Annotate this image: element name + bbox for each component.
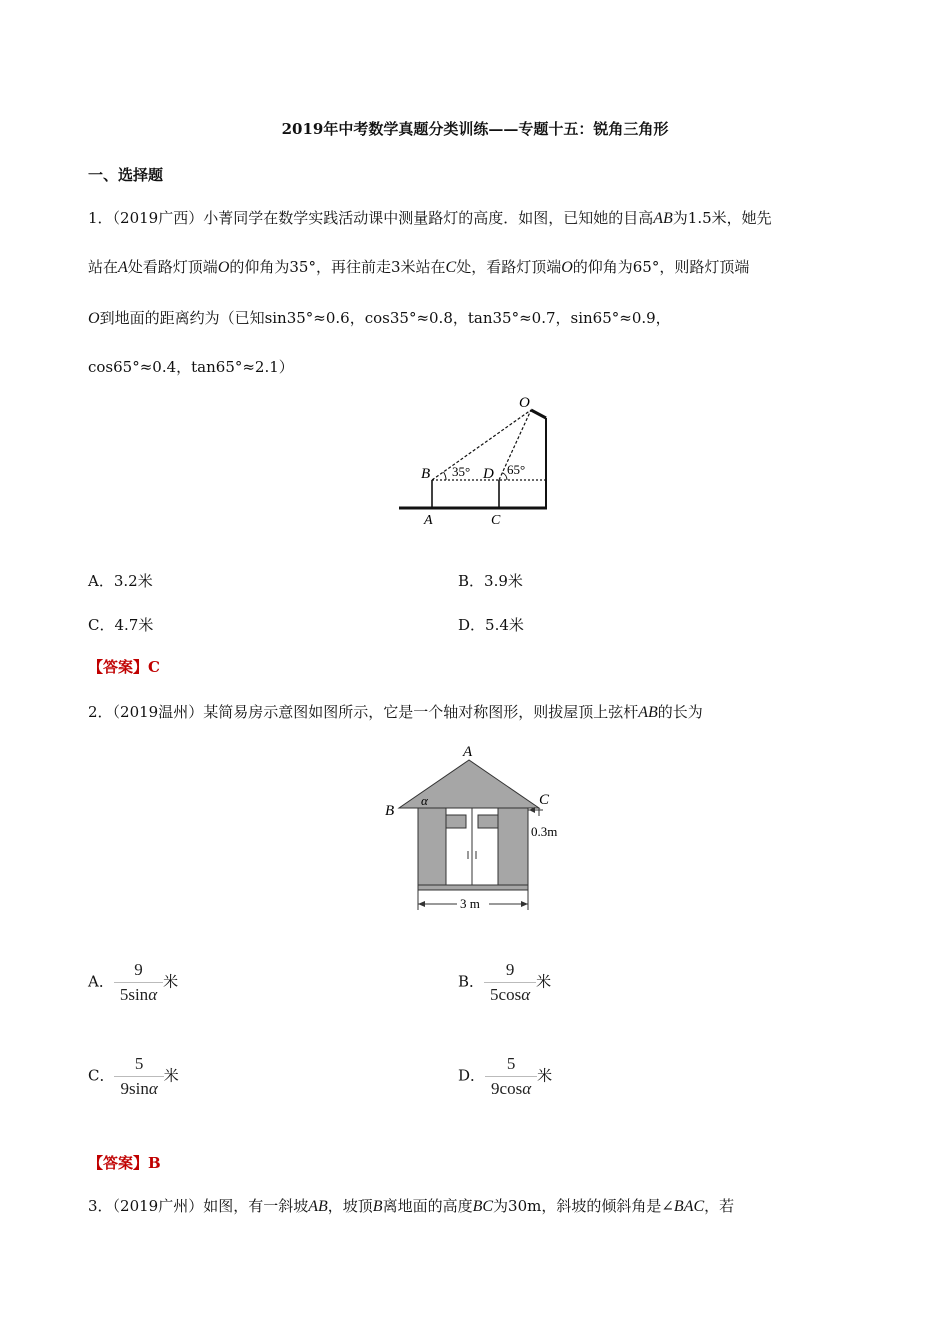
q1-option-a: A．3.2米 [88,572,153,590]
roof-triangle [399,760,539,808]
label-3m: 3 m [460,896,480,911]
q2-figure-house [383,738,573,918]
q1-line3: O到地面的距离约为（已知sin35°≈0.6，cos35°≈0.8，tan35°≈0.7，sin65°≈0.9， [88,309,671,327]
q1-option-c: C．4.7米 [88,616,154,634]
q1-option-b: B．3.9米 [458,572,523,590]
label-D: D [483,466,494,482]
label-B: B [385,803,395,819]
dim-arrow-left [418,901,425,907]
dim-arrow-right [521,901,528,907]
q3-line: 3．（2019广州）如图，有一斜坡AB，坡顶B离地面的高度BC为30m，斜坡的倾斜角是∠BAC，若 [88,1197,735,1215]
angle-arc-35 [444,472,447,480]
window-right [478,815,498,828]
label-alpha: α [421,793,428,808]
label-angle-65: 65° [507,462,526,477]
label-B: B [421,466,431,482]
q1-line1: 1．（2019广西）小菁同学在数学实践活动课中测量路灯的高度．如图，已知她的目高AB为1.5米，她先 [88,209,772,227]
page-title: 2019年中考数学真题分类训练——专题十五：锐角三角形 [281,120,669,138]
q2-option-a: A． $\frac{9}{5\sin\alpha}$ 米 [88,960,179,1004]
q1-answer: 【答案】C [88,658,160,676]
q2-answer: 【答案】B [88,1154,161,1172]
fraction-b: $\frac{9}{5\cos\alpha}$ [484,960,536,1005]
window-left [446,815,466,828]
q2-option-d: D． $\frac{5}{9\cos\alpha}$ 米 [458,1054,553,1098]
label-C: C [491,513,501,528]
label-A: A [424,513,433,528]
lamp-arm [531,410,546,418]
q1-line2: 站在A处看路灯顶端O的仰角为35°，再往前走3米站在C处，看路灯顶端O的仰角为65°，则路灯顶端 [88,258,750,276]
house-base [418,885,528,890]
label-O: O [519,395,530,411]
label-C: C [539,792,550,808]
label-A: A [463,744,473,760]
q1-option-d: D．5.4米 [458,616,524,634]
q2-option-b: B． $\frac{9}{5\cos\alpha}$ 米 [458,960,552,1004]
q2-option-c: C． $\frac{5}{9\sin\alpha}$ 米 [88,1054,179,1098]
fraction-c: $\frac{5}{9\sin\alpha}$ [114,1054,163,1099]
label-0.3m: 0.3m [531,824,558,839]
q1-line4: cos65°≈0.4，tan65°≈2.1） [88,358,294,376]
q2-line: 2．（2019温州）某简易房示意图如图所示，它是一个轴对称图形，则拔屋顶上弦杆AB的长为 [88,703,703,721]
label-angle-35: 35° [452,464,471,479]
fraction-a: $\frac{9}{5\sin\alpha}$ [114,960,163,1005]
section-heading: 一、选择题 [88,166,164,184]
q1-figure-streetlamp [395,388,555,530]
fraction-d: $\frac{5}{9\cos\alpha}$ [485,1054,537,1099]
